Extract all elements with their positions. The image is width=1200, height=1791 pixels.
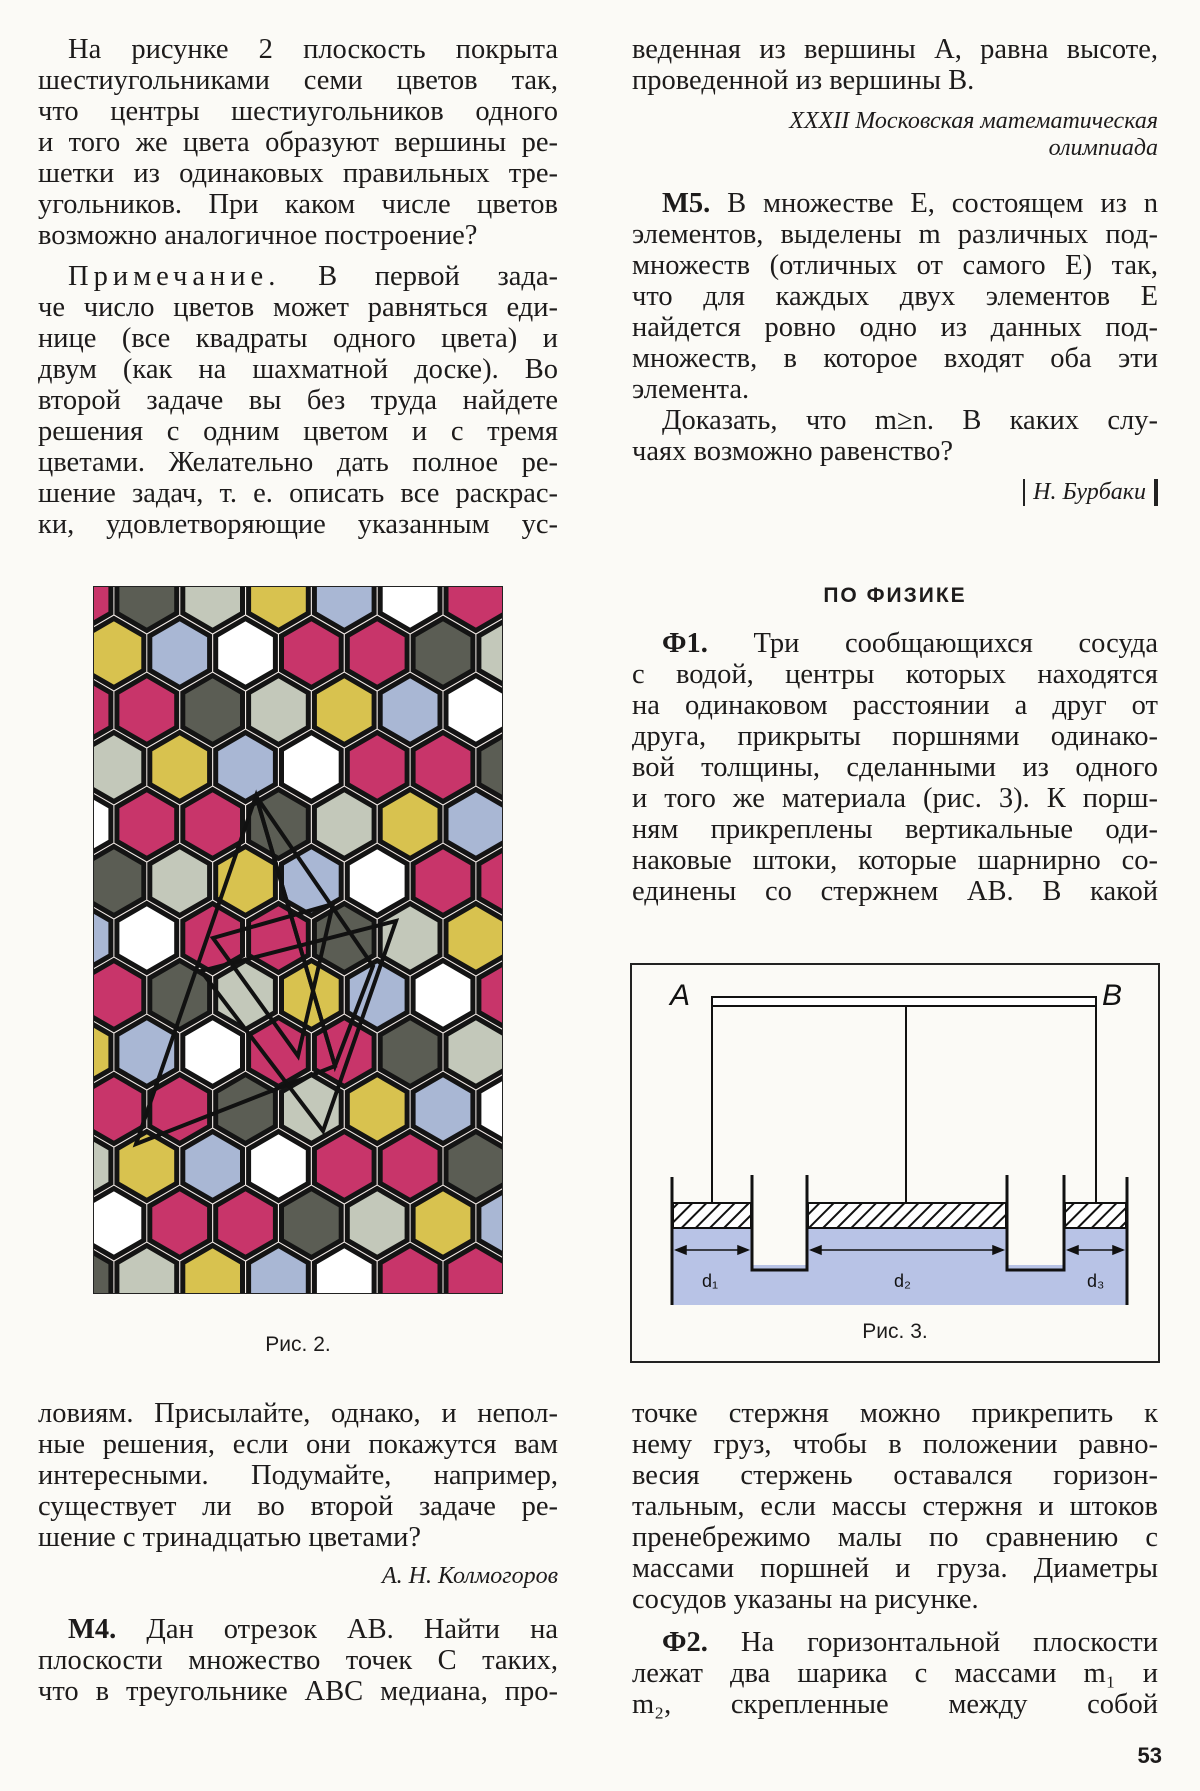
label-a: A	[670, 979, 691, 1012]
m4-label: М4.	[68, 1614, 117, 1645]
piston-1	[673, 1203, 751, 1228]
hexagon-cell	[413, 1075, 473, 1144]
hexagon-cell	[413, 847, 473, 916]
source-olympiad	[632, 108, 1158, 162]
text-line: решения с одним цветом и с тремя	[38, 416, 558, 447]
right-column-top	[632, 34, 1158, 506]
text-line: че число цветов может равняться еди-	[38, 292, 558, 323]
hexagon-cell	[282, 1189, 342, 1258]
page-number: 53	[1137, 1743, 1162, 1768]
text-line: На рисунке 2 плоскость покрыта	[68, 34, 558, 65]
m5-first-line: В множестве E, состоящем из n	[727, 188, 1159, 219]
hexagon-tiling-figure	[93, 586, 503, 1294]
problem-m5	[632, 188, 1158, 467]
physics-section	[632, 584, 1158, 907]
label-d2: d₂	[894, 1271, 911, 1291]
text-line: шение с тринадцатью цветами?	[38, 1522, 421, 1553]
text-line: друга, прикрыты поршнями одинако-	[632, 721, 1158, 752]
f1-continuation	[632, 1398, 1158, 1615]
hexagon-cell	[183, 790, 243, 859]
source-line: XXXII Московская математическая	[789, 108, 1158, 134]
text-line: нему груз, чтобы в положении равно-	[632, 1429, 1158, 1460]
left-column-top	[38, 34, 558, 540]
text-line: веденная из вершины A, равна высоте,	[632, 34, 1158, 65]
hexagon-cell	[446, 790, 503, 859]
author-bourbaki: Н. Бурбаки	[1023, 479, 1158, 506]
text-line: m₂, скрепленные между собой	[632, 1689, 1158, 1720]
text-line: с водой, центры которых находятся	[632, 659, 1158, 690]
text-line: шетки из одинаковых правильных тре-	[38, 158, 558, 189]
hexagon-cell	[314, 676, 374, 745]
hexagon-cell	[93, 961, 144, 1030]
text-line	[632, 628, 1158, 659]
hexagon-cell	[347, 1189, 407, 1258]
hexagon-cell	[150, 619, 210, 688]
text-line: что центры шестиугольников одного	[38, 96, 558, 127]
text-line: возможно аналогичное построение?	[38, 220, 478, 251]
text-line: на одинаковом расстоянии a друг от	[632, 690, 1158, 721]
hexagon-cell	[314, 1132, 374, 1201]
text-line: лежат два шарика с массами m₁ и	[632, 1658, 1158, 1689]
hexagon-cell	[93, 847, 144, 916]
text-line: двум (как на шахматной доске). Во	[38, 354, 558, 385]
bar-ab	[712, 997, 1096, 1006]
m3-continuation	[632, 34, 1158, 96]
text-line: множеств, в которое входят оба эти	[632, 343, 1158, 374]
hexagon-cell	[347, 1075, 407, 1144]
label-d3: d₃	[1087, 1271, 1105, 1291]
hexagon-cell	[93, 1189, 144, 1258]
hexagon-cell	[413, 619, 473, 688]
hexagon-cell	[446, 1132, 503, 1201]
partition-1	[752, 1175, 807, 1270]
text-line	[632, 188, 1158, 219]
communicating-vessels-diagram	[632, 965, 1158, 1305]
piston-2	[808, 1203, 1006, 1228]
text-line: проведенной из вершины B.	[632, 65, 975, 96]
hexagon-cell	[150, 733, 210, 802]
text-line: интересными. Подумайте, например,	[38, 1460, 558, 1491]
text-line	[38, 1614, 558, 1645]
text-line: чаях возможно равенство?	[632, 436, 954, 467]
hexagon-cell	[380, 1132, 440, 1201]
f2-label: Ф2.	[662, 1627, 708, 1658]
text-line: угольников. При каком числе цветов	[38, 189, 558, 220]
hexagon-cell	[183, 1018, 243, 1087]
text-line: цветами. Желательно дать полное ре-	[38, 447, 558, 478]
figure-3-caption: Рис. 3.	[862, 1320, 928, 1343]
hexagon-cell	[413, 733, 473, 802]
text-line: второй задаче вы без труда найдете	[38, 385, 558, 416]
author-kolmogorov: А. Н. Колмогоров	[382, 1563, 558, 1589]
hexagon-cell	[446, 904, 503, 973]
hexagon-cell	[380, 1018, 440, 1087]
piston-3	[1065, 1203, 1126, 1228]
text-line: массами поршней и груза. Диаметры	[632, 1553, 1158, 1584]
text-line: существует ли во второй задаче ре-	[38, 1491, 558, 1522]
text-line	[38, 261, 558, 292]
text-line: элемента.	[632, 374, 750, 405]
text-line: ки, удовлетворяющие указанным ус-	[38, 509, 558, 540]
hexagon-cell	[413, 1189, 473, 1258]
hexagon-cell	[446, 676, 503, 745]
hexagon-cell	[117, 676, 177, 745]
hexagon-cell	[216, 1189, 276, 1258]
problem-m4	[38, 1614, 558, 1707]
text-line: Доказать, что m≥n. В каких слу-	[662, 405, 1158, 436]
text-line: точке стержня можно прикрепить к	[632, 1398, 1158, 1429]
figure-3	[630, 963, 1160, 1363]
text-line: что в треугольнике ABC медиана, про-	[38, 1676, 558, 1707]
f1-label: Ф1.	[662, 628, 708, 659]
text-line: шение задач, т. е. описать все раскрас-	[38, 478, 558, 509]
partition-2	[1007, 1175, 1064, 1270]
source-line: олимпиада	[1048, 135, 1158, 161]
text-line: элементов, выделены m различных под-	[632, 219, 1158, 250]
text-line: ням прикреплены вертикальные оди-	[632, 814, 1158, 845]
hexagon-cell	[347, 847, 407, 916]
text-line: сосудов указаны на рисунке.	[632, 1584, 979, 1615]
text-line: нице (все квадраты одного цвета) и	[38, 323, 558, 354]
text-line: плоскости множество точек C таких,	[38, 1645, 558, 1676]
text-line: вой толщины, сделанными из одного	[632, 752, 1158, 783]
m4-first-line: Дан отрезок AB. Найти на	[146, 1614, 558, 1645]
hexagon-cell	[93, 733, 144, 802]
text-line: наковые штоки, которые шарнирно со-	[632, 845, 1158, 876]
problem-f1	[632, 628, 1158, 907]
m5-label: М5.	[662, 188, 711, 219]
hexagon-cell	[347, 619, 407, 688]
hexagon-cell	[380, 676, 440, 745]
hexagon-cell	[183, 676, 243, 745]
label-d1: d₁	[702, 1271, 719, 1291]
hexagon-cell	[249, 676, 309, 745]
hexagon-cell	[282, 733, 342, 802]
hexagon-cell	[216, 733, 276, 802]
hexagon-cell	[183, 1132, 243, 1201]
note-first-line: В первой зада-	[318, 261, 558, 292]
figure-2	[93, 586, 503, 1356]
text-line: что для каждых двух элементов E	[632, 281, 1158, 312]
hexagon-cell	[216, 619, 276, 688]
problem-intro-paragraph	[38, 34, 558, 251]
hexagon-cell	[117, 790, 177, 859]
text-line: множеств (отличных от самого E) так,	[632, 250, 1158, 281]
hexagon-cell	[347, 733, 407, 802]
text-line	[632, 1627, 1158, 1658]
hexagon-cell	[249, 1132, 309, 1201]
hexagon-cell	[380, 790, 440, 859]
f2-first-line: На горизонтальной плоскости	[740, 1627, 1158, 1658]
hexagon-cell	[413, 961, 473, 1030]
text-line: весия стержень оставался горизон-	[632, 1460, 1158, 1491]
text-line: шестиугольниками семи цветов так,	[38, 65, 558, 96]
physics-heading: ПО ФИЗИКЕ	[823, 584, 967, 607]
text-line: единены со стержнем AB. В какой	[632, 876, 1158, 907]
text-line: ловиям. Присылайте, однако, и непол-	[38, 1398, 558, 1429]
hexagon-cell	[150, 847, 210, 916]
text-line: тальным, если массы стержня и штоков	[632, 1491, 1158, 1522]
hexagon-cell	[93, 619, 144, 688]
hexagon-cell	[282, 619, 342, 688]
text-line: пренебрежимо малы по сравнению с	[632, 1522, 1158, 1553]
note-label: Примечание.	[68, 261, 281, 292]
problem-f2	[632, 1627, 1158, 1720]
hexagon-cell	[150, 1189, 210, 1258]
hexagon-cell	[314, 790, 374, 859]
left-column-bottom	[38, 1398, 558, 1707]
hexagon-cell	[446, 1018, 503, 1087]
note-paragraph	[38, 261, 558, 540]
text-line: найдется ровно одно из данных под-	[632, 312, 1158, 343]
note-continuation	[38, 1398, 558, 1553]
text-line: и того же материала (рис. 3). К порш-	[632, 783, 1158, 814]
figure-2-caption: Рис. 2.	[265, 1333, 331, 1356]
hexagon-cell	[93, 1075, 144, 1144]
hexagon-cell	[216, 961, 276, 1030]
text-line: ные решения, если они покажутся вам	[38, 1429, 558, 1460]
author-bourbaki-wrap	[632, 479, 1158, 506]
hexagon-cell	[117, 904, 177, 973]
label-b: B	[1102, 979, 1123, 1012]
text-line: и того же цвета образуют вершины ре-	[38, 127, 558, 158]
right-column-bottom	[632, 1398, 1158, 1720]
f1-first-line: Три сообщающихся сосуда	[753, 628, 1158, 659]
